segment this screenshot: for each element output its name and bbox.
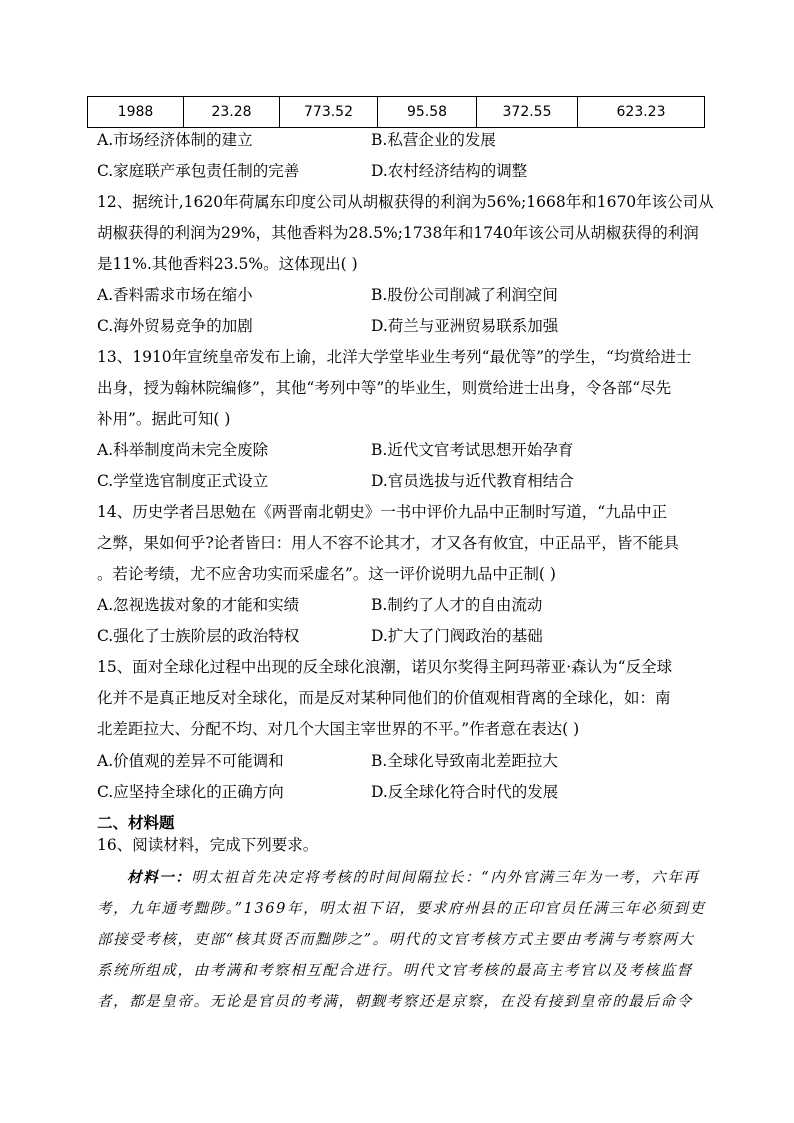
q12-option-c: C.海外贸易竞争的加剧 xyxy=(97,317,253,335)
q13-option-d: D.官员选拔与近代教育相结合 xyxy=(371,472,574,490)
data-table xyxy=(87,96,705,128)
q12-stem-line: 胡椒获得的利润为29%，其他香料为28.5%;1738年和1740年该公司从胡椒获得的利润 xyxy=(97,224,699,242)
q12-option-a: A.香料需求市场在缩小 xyxy=(97,286,253,304)
q15-option-a: A.价值观的差异不可能调和 xyxy=(97,752,284,770)
q13-option-c: C.学堂选官制度正式设立 xyxy=(97,472,269,490)
table-cell: 95.58 xyxy=(378,97,477,128)
material1-line: 部接受考核，吏部“核其贤否而黜陟之”。明代的文官考核方式主要由考满与考察两大 xyxy=(97,932,695,948)
q13-stem-line: 补用”。据此可知( ) xyxy=(97,410,231,428)
section-heading: 二、材料题 xyxy=(97,813,175,832)
q14-option-c: C.强化了士族阶层的政治特权 xyxy=(97,627,300,645)
q14-stem-line: 之弊，果如何乎?论者皆曰：用人不容不论其才，才又各有攸宜，中正品平，皆不能具 xyxy=(97,534,679,552)
material1-line: 考，九年通考黜陟。”1369年，明太祖下诏，要求府州县的正印官员任满三年必须到吏 xyxy=(97,901,706,917)
q13-stem-line: 13、1910年宣统皇帝发布上谕，北洋大学堂毕业生考列“最优等”的学生，“均赏给进士 xyxy=(97,348,692,366)
table-cell: 623.23 xyxy=(578,97,705,128)
q14-option-b: B.制约了人才的自由流动 xyxy=(371,596,543,614)
q14-option-a: A.忽视选拔对象的才能和实绩 xyxy=(97,596,300,614)
q16-intro: 16、阅读材料，完成下列要求。 xyxy=(97,836,319,854)
q15-option-d: D.反全球化符合时代的发展 xyxy=(371,783,559,801)
q15-stem-line: 北差距拉大、分配不均、对几个大国主宰世界的不平。”作者意在表达( ) xyxy=(97,720,580,738)
q11-option-d: D.农村经济结构的调整 xyxy=(371,162,528,180)
table-cell: 773.52 xyxy=(280,97,378,128)
q14-option-d: D.扩大了门阀政治的基础 xyxy=(371,627,543,645)
table-cell-year: 1988 xyxy=(88,97,184,128)
q15-option-c: C.应坚持全球化的正确方向 xyxy=(97,783,284,801)
q15-stem-line: 15、面对全球化过程中出现的反全球化浪潮，诺贝尔奖得主阿玛蒂亚·森认为“反全球 xyxy=(97,658,673,676)
material1-label: 材料一： xyxy=(127,869,192,886)
q13-option-a: A.科举制度尚未完全废除 xyxy=(97,441,269,459)
q11-option-b: B.私营企业的发展 xyxy=(371,131,496,149)
q11-option-c: C.家庭联产承包责任制的完善 xyxy=(97,162,300,180)
q13-option-b: B.近代文官考试思想开始孕育 xyxy=(371,441,574,459)
q14-stem-line: 。若论考绩，尤不应舍功实而采虚名”。这一评价说明九品中正制( ) xyxy=(97,565,556,583)
q15-option-b: B.全球化导致南北差距拉大 xyxy=(371,752,558,770)
material1-text: 明太祖首先决定将考核的时间间隔拉长：“内外官满三年为一考，六年再 xyxy=(191,870,700,886)
table-cell: 372.55 xyxy=(477,97,578,128)
table-cell: 23.28 xyxy=(184,97,280,128)
q15-stem-line: 化并不是真正地反对全球化，而是反对某种同他们的价值观相背离的全球化，如：南 xyxy=(97,689,671,707)
q11-option-a: A.市场经济体制的建立 xyxy=(97,131,253,149)
material1-line: 者，都是皇帝。无论是官员的考满，朝觐考察还是京察，在没有接到皇帝的最后命令 xyxy=(97,994,693,1010)
q12-stem-line: 是11%.其他香料23.5%。这体现出( ) xyxy=(97,255,358,273)
q12-option-b: B.股份公司削减了利润空间 xyxy=(371,286,558,304)
q12-option-d: D.荷兰与亚洲贸易联系加强 xyxy=(371,317,559,335)
material1-first-line xyxy=(127,868,700,888)
table-row xyxy=(88,97,705,128)
q13-stem-line: 出身，授为翰林院编修”，其他“考列中等”的毕业生，则赏给进士出身，令各部“尽先 xyxy=(97,379,672,397)
q14-stem-line: 14、历史学者吕思勉在《两晋南北朝史》一书中评价九品中正制时写道，“九品中正 xyxy=(97,503,668,521)
q12-stem-line: 12、据统计,1620年荷属东印度公司从胡椒获得的利润为56%;1668年和1670年该公司从 xyxy=(97,193,714,211)
material1-line: 系统所组成，由考满和考察相互配合进行。明代文官考核的最高主考官以及考核监督 xyxy=(97,963,693,979)
